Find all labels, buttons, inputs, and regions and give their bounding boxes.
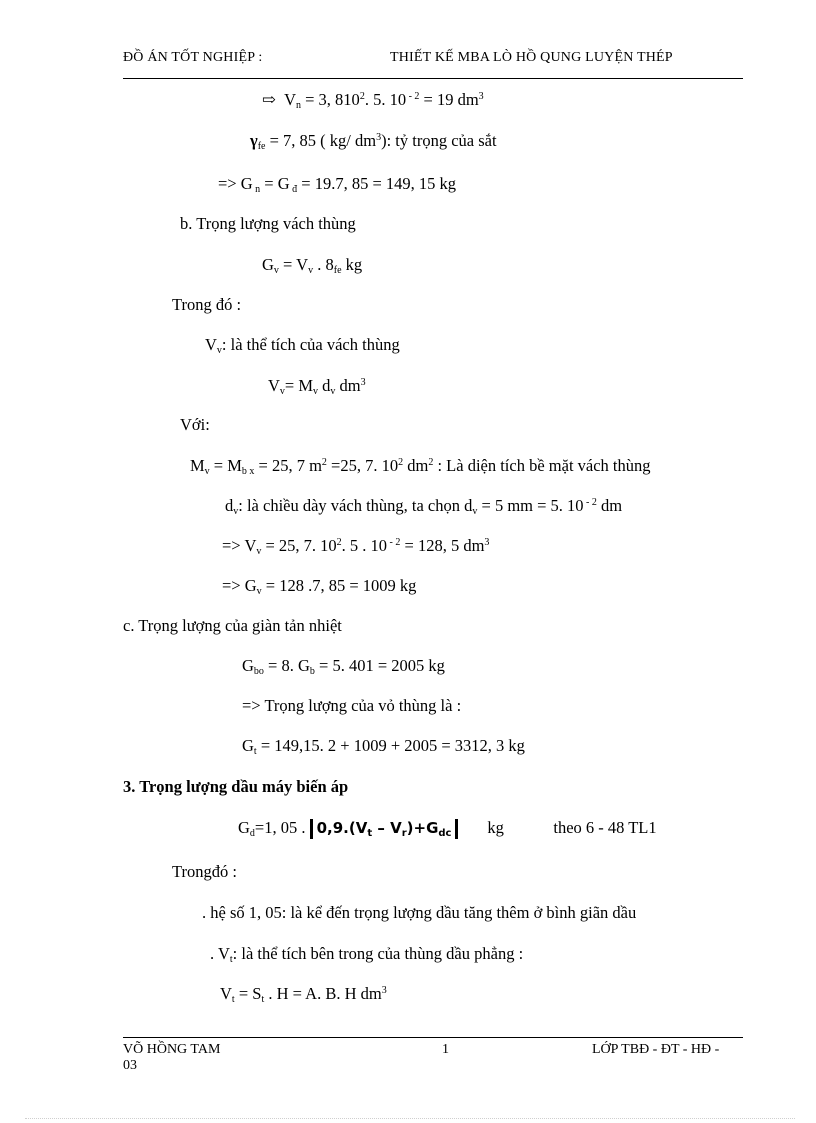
section-b-heading: b. Trọng lượng vách thùng: [180, 214, 356, 233]
line-dv: $d_v$: là chiều dày vách thùng, ta chọn $d_v = 5$ mm = 5. 10 $^{- 2}$ dm: [225, 496, 623, 517]
line-gn: => G $_n$ = G $_đ$ = 19.7, 85 = 149, 15 kg: [218, 174, 457, 195]
header-left: ĐỒ ÁN TỐT NGHIỆP :: [123, 50, 263, 65]
line-mv: $M_v = M_{b x} = 25$, 7 $m^2 =25$, 7. $10^2$ $dm^2$ : Là diện tích bề mặt vách thùng: [190, 456, 651, 477]
line-vv-def: $V_v$: là thể tích của vách thùng: [205, 335, 400, 356]
page-number: 1: [442, 1042, 449, 1057]
section-3-heading: 3. Trọng lượng dầu máy biến áp: [123, 777, 349, 796]
line-vn: ⇨ $V_n = 3$, $810^2$. 5. 10 $^{- 2}$ = 19 $dm^3$: [262, 90, 484, 111]
oil-formula-bracket: $0,9.(V_t - V_r)+G_{dc}$: [310, 819, 459, 839]
trongdo-label: Trongđó :: [172, 862, 237, 881]
line-vt-formula: $V_t = S_t$ . H = A. B. H $dm^3$: [220, 984, 387, 1005]
line-vt-def: . $V_t$: là thể tích bên trong của thùng dầu phẳng :: [210, 944, 524, 965]
line-gamma-fe: $\gamma_{fe} = 7$, 85 ( kg/ $dm^3$): tỷ trọng của sắt: [250, 131, 497, 152]
page-bottom-dotted-edge: [25, 1118, 795, 1119]
line-vo-thung: => Trọng lượng của vỏ thùng là :: [242, 696, 462, 715]
footer-rule: [123, 1037, 743, 1038]
line-gd-formula: $G_d=1$, 05 . $0,9.(V_t - V_r)+G_{dc}$ kg theo 6 - 48 TL1: [238, 818, 657, 839]
line-gv-result: => $G_v = 128$ .7, 85 = 1009 kg: [222, 576, 417, 597]
line-vv-result: => $V_v = 25$, 7. $10^2$. 5 . 10 $^{- 2}$ = 128, 5 $dm^3$: [222, 536, 490, 557]
line-he-so: . hệ số 1, 05: là kể đến trọng lượng dầu tăng thêm ở bình giãn dầu: [202, 903, 637, 922]
line-vv-formula: $V_v= M_v$ $d_v$ $dm^3$: [268, 376, 366, 397]
section-c-heading: c. Trọng lượng của giàn tản nhiệt: [123, 616, 342, 635]
footer-author: VÕ HỒNG TAM: [123, 1042, 221, 1057]
trong-do-label: Trong đó :: [172, 295, 242, 314]
footer-class: LỚP TBĐ - ĐT - HĐ -: [592, 1042, 720, 1057]
voi-label: Với:: [180, 415, 210, 434]
line-gt: $G_t = 149,15$. 2 + 1009 + 2005 = 3312, 3 kg: [242, 736, 525, 757]
line-gv-formula: $G_v = V_v$ . $8_{fe}$ kg: [262, 255, 363, 276]
header-rule: [123, 78, 743, 79]
line-gbo: $G_{bo} = 8$. $G_b = 5$. 401 = 2005 kg: [242, 656, 445, 677]
footer-author-cont: 03: [123, 1058, 137, 1073]
header-right: THIẾT KẾ MBA LÒ HỒ QUNG LUYỆN THÉP: [390, 50, 673, 65]
